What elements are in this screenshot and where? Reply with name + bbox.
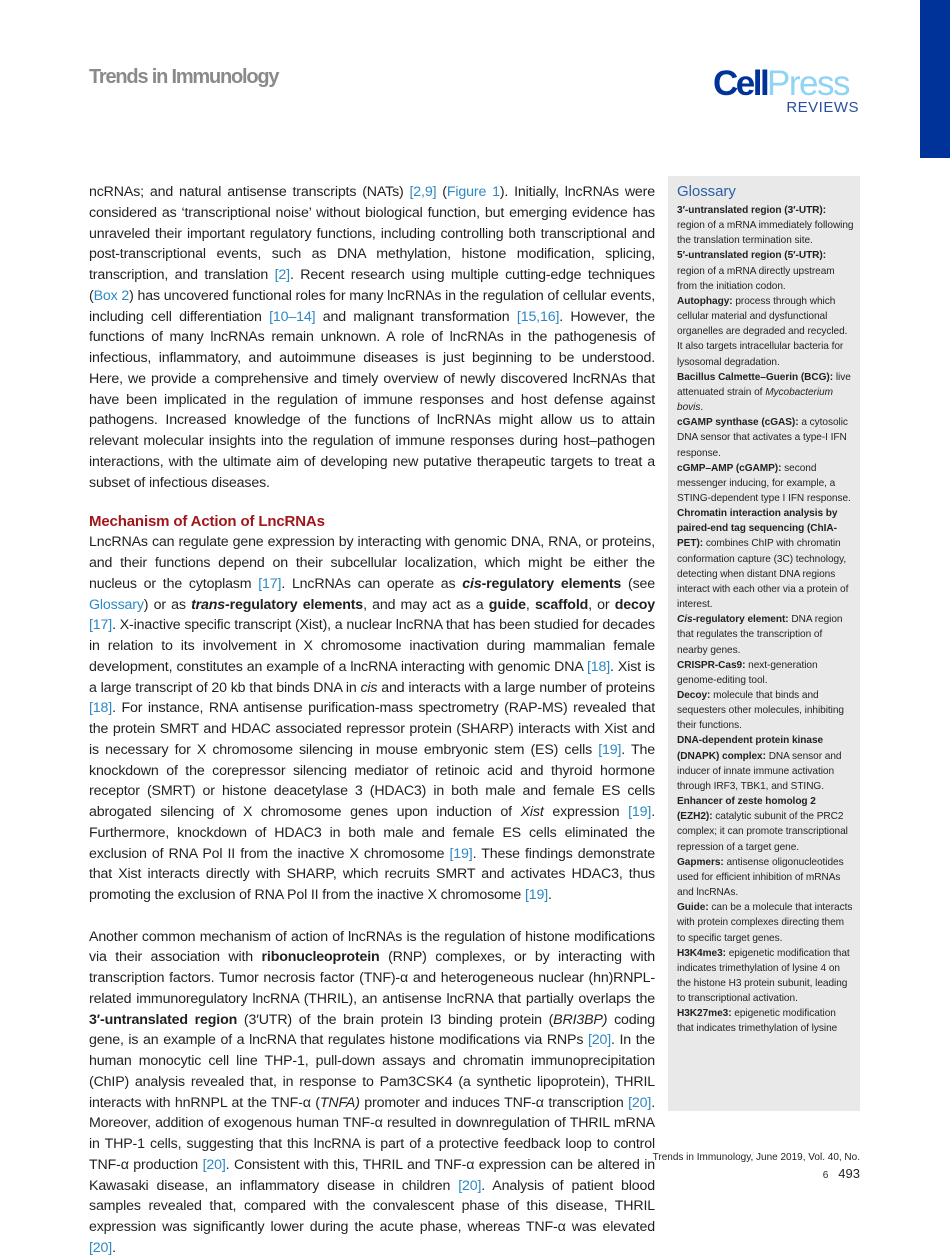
logo-press-text: Press <box>767 64 849 103</box>
citation-link[interactable]: [20] <box>587 1032 612 1049</box>
glossary-definition: live attenuated strain of <box>677 371 851 398</box>
glossary-term: scaffold <box>534 596 589 613</box>
glossary-definition: epigenetic modification that indicates trimethylation of lysine <box>677 1008 838 1035</box>
paragraph-mechanism <box>89 532 655 906</box>
glossary-entry <box>677 794 854 855</box>
glossary-definition: a cytosolic DNA sensor that activates a type-I IFN response. <box>677 417 848 459</box>
italic-text: Xist <box>520 804 544 820</box>
text: . Furthermore, knockdown of HDAC3 in both male and female ES cells eliminated the exclusion of RNA Pol II from the inactive X chromosome <box>89 804 655 862</box>
paragraph-intro <box>89 182 655 493</box>
journal-title: Trends in Immunology <box>89 66 279 88</box>
logo-reviews-text: REVIEWS <box>786 99 859 116</box>
page-footer <box>620 1150 860 1184</box>
glossary-entry <box>677 946 854 1007</box>
glossary-entry <box>677 733 854 794</box>
citation-link[interactable]: [15,16] <box>516 308 560 325</box>
glossary-entry <box>677 688 854 733</box>
text: , and may act as a <box>363 596 489 613</box>
glossary-term: ribonucleoprotein <box>261 949 380 966</box>
glossary-definition: next-generation genome-editing tool. <box>677 659 818 686</box>
glossary-entry <box>677 900 854 945</box>
citation-link[interactable]: [20] <box>628 1094 652 1111</box>
glossary-term-italic: trans <box>191 596 226 613</box>
text: , <box>525 596 535 613</box>
glossary-entry <box>677 855 854 900</box>
citation-link[interactable]: [19] <box>598 741 622 758</box>
text: , or <box>588 596 615 613</box>
italic-text: TNFA) <box>319 1094 360 1111</box>
glossary-term: 3′-untranslated region (3′-UTR): <box>677 205 827 216</box>
text: ) or as <box>143 596 192 613</box>
glossary-definition: second messenger inducing, for example, a STING-dependent type I IFN response. <box>677 462 851 504</box>
text: . In the human monocytic cell line THP-1, pull-down assays and chromatin immunoprecipitation (ChIP) analysis revealed that, in response to Pam3CSK4 (a synthetic lipoprotein), THRIL interacts with hnRNPL at the TNF-α ( <box>89 1032 655 1111</box>
footer-citation: Trends in Immunology, June 2019, Vol. 40, No. 6 <box>652 1152 860 1181</box>
glossary-term: Guide: <box>677 902 709 914</box>
glossary-term: Autophagy: <box>677 295 733 307</box>
glossary-term: DNA-dependent protein kinase (DNAPK) complex: <box>677 735 824 762</box>
text: and interacts with a large number of proteins <box>377 679 655 696</box>
text: LncRNAs can regulate gene expression by interacting with genomic DNA, RNA, or proteins, and their functions depend on their subcellular localization, which might be either the nucleus or the cytoplasm <box>89 534 655 592</box>
figure-link[interactable]: Figure 1 <box>446 184 500 200</box>
citation-link[interactable]: [18] <box>586 658 611 675</box>
text: (see <box>621 575 655 592</box>
citation-link[interactable]: [2] <box>274 267 290 283</box>
text: . Recent research using multiple cutting-edge techniques ( <box>89 267 655 304</box>
text: ncRNAs; and natural antisense transcripts (NATs) <box>89 184 410 200</box>
glossary-entry <box>677 461 854 506</box>
text: . For instance, RNA antisense purification-mass spectrometry (RAP-MS) revealed that the protein SMRT and HDAC associated repressor protein (SHARP) interacts with Xist and is necessary for X chromosome silencing in mouse embryonic stem (ES) cells <box>89 700 655 758</box>
glossary-definition: antisense oligonucleotides used for efficient inhibition of mRNAs and lncRNAs. <box>677 856 844 899</box>
glossary-definition: region of a mRNA directly upstream from the initiation codon. <box>677 265 835 292</box>
glossary-term: 5′-untranslated region (5′-UTR): <box>677 250 827 262</box>
text: . The knockdown of the corepressor silencing mediator of retinoic acid and thyroid hormone receptor (SMRT) or histone deacetylase 3 (HDAC3) in both male and female ES cells abrogated silencing of X chromosome genes upon induction of <box>89 741 655 820</box>
citation-link[interactable]: [20] <box>89 1239 113 1256</box>
glossary-term: Decoy: <box>677 690 711 701</box>
citation-link[interactable]: [2,9] <box>409 184 437 200</box>
box-link[interactable]: Box 2 <box>93 287 130 304</box>
glossary-definition: molecule that binds and sequesters other molecules, inhibiting their functions. <box>677 690 844 732</box>
glossary-term: guide <box>488 596 526 613</box>
main-body-column <box>89 182 655 1259</box>
glossary-definition: . <box>700 402 704 414</box>
text: (RNP) complexes, or by interacting with transcription factors. Tumor necrosis factor (TNF)-α and heterogeneous nuclear (hn)RNPL-related immunoregulatory lncRNA (THRIL), an antisense lncRNA that partially overlaps the <box>89 949 655 1007</box>
glossary-entry <box>677 1006 854 1036</box>
glossary-term: H3K27me3: <box>677 1008 732 1020</box>
text: ). Initially, lncRNAs were considered as ‘transcriptional noise’ without biological function, but emerging evidence has unraveled their important regulatory functions, including controlling both transcriptional and post-transcriptional events, such as DNA methylation, histone modification, splicing, transcription, and translation <box>89 184 655 283</box>
citation-link[interactable]: [10–14] <box>269 308 316 325</box>
glossary-link[interactable]: Glossary <box>89 596 144 613</box>
glossary-term-italic: cis <box>462 575 482 592</box>
text: . LncRNAs can operate as <box>281 575 463 592</box>
paragraph-histone <box>89 927 655 1259</box>
glossary-entry <box>677 370 854 415</box>
glossary-entry <box>677 294 854 370</box>
text: . Consistent with this, THRIL and TNF-α expression can be altered in Kawasaki disease, an inflammatory disease in children <box>89 1156 655 1194</box>
glossary-term: -regulatory elements <box>481 575 622 592</box>
citation-link[interactable]: [18] <box>89 700 113 717</box>
glossary-entry <box>677 415 854 460</box>
text: expression <box>543 804 629 820</box>
glossary-box <box>668 176 860 1111</box>
text: . Moreover, addition of exogenous human TNF-α resulted in downregulation of THRIL mRNA in THP-1 cells, suggesting that this lncRNA is part of a protective feedback loop to control TNF-α production <box>89 1094 655 1173</box>
text: (3′UTR) of the brain protein I3 binding protein ( <box>237 1011 554 1028</box>
page-number: 493 <box>838 1166 860 1181</box>
glossary-term-italic: Cis <box>677 614 693 626</box>
glossary-term: Enhancer of zeste homolog 2 (EZH2): <box>677 796 816 823</box>
glossary-title: Glossary <box>677 183 736 200</box>
glossary-term: decoy <box>614 596 655 613</box>
text: ) has uncovered functional roles for many lncRNAs in the regulation of cellular events, including cell differentiation <box>89 287 655 325</box>
italic-text: BRI3BP) <box>553 1011 608 1028</box>
text: and malignant transformation <box>315 308 517 325</box>
citation-link[interactable]: [19] <box>628 804 652 820</box>
text: . X-inactive specific transcript (Xist), a nuclear lncRNA that has been studied for decades in relation to its involvement in X chromosome inactivation during mammalian female development, constitutes an example of a lncRNA interacting with genomic DNA <box>89 617 655 675</box>
glossary-term: 3′-untranslated region <box>89 1011 238 1028</box>
text: . Xist is a large transcript of 20 kb that binds DNA in <box>89 658 656 696</box>
glossary-term: Gapmers: <box>677 856 724 868</box>
glossary-term: cGAMP synthase (cGAS): <box>677 417 799 429</box>
text: . Analysis of patient blood samples revealed that, compared with the convalescent phase of this disease, THRIL expression was significantly lower during the acute phase, whereas TNF-α was elevated <box>89 1177 655 1235</box>
glossary-definition: epigenetic modification that indicates trimethylation of lysine 4 on the histone H3 protein subunit, leading to transcriptional activation. <box>677 947 850 1005</box>
glossary-term: cGMP–AMP (cGAMP): <box>677 462 782 474</box>
text: promoter and induces TNF-α transcription <box>359 1094 629 1111</box>
glossary-entry <box>677 658 854 688</box>
glossary-entry <box>677 203 854 248</box>
section-heading: Mechanism of Action of LncRNAs <box>89 513 325 531</box>
text: . <box>112 1239 116 1256</box>
text: Another common mechanism of action of lncRNAs is the regulation of histone modifications via their association with <box>89 928 655 966</box>
glossary-entry <box>677 612 854 657</box>
glossary-entry <box>677 248 854 293</box>
glossary-definition-italic: Mycobacterium bovis <box>677 386 833 414</box>
glossary-definition: catalytic subunit of the PRC2 complex; it can promote transcriptional repression of a target gene. <box>677 811 848 853</box>
text: . <box>548 887 552 903</box>
italic-text: cis <box>360 679 378 696</box>
citation-link[interactable]: [17] <box>258 575 282 592</box>
glossary-definition: combines ChIP with chromatin conformation capture (3C) technology, detecting when distant DNA regions interact with each other via a protein of interest. <box>677 538 849 611</box>
glossary-term: -regulatory element: <box>692 614 789 626</box>
text: . However, the functions of many lncRNAs remain unknown. A role of lncRNAs in the pathogenesis of infectious, inflammatory, and autoimmune diseases is just beginning to be understood. Here, we provide a comprehensive and timely overview of newly discovered lncRNAs that have been implicated in the regulation of immune responses and host defense against pathogens. Increased knowledge of the functions of lncRNAs might allow us to attain relevant molecular insights into the regulation of immune responses during host–pathogen interactions, with the ultimate aim of developing new putative therapeutic targets to treat a subset of infectious diseases. <box>89 308 656 491</box>
citation-link[interactable]: [20] <box>458 1177 482 1194</box>
text: coding gene, is an example of a lncRNA that regulates histone modifications via RNPs <box>89 1011 655 1049</box>
section-tab-marker <box>920 0 950 158</box>
glossary-entry <box>677 506 854 612</box>
text: ( <box>436 184 447 200</box>
cellpress-logo[interactable] <box>713 64 861 118</box>
glossary-term: Chromatin interaction analysis by paired-end tag sequencing (ChIA-PET): <box>677 508 838 550</box>
glossary-term: Bacillus Calmette–Guerin (BCG): <box>677 371 834 383</box>
logo-cell-text: Cell <box>713 64 768 103</box>
citation-link[interactable]: [19] <box>524 887 549 903</box>
text: . These findings demonstrate that Xist interacts directly with SHARP, which recruits SMRT and activates HDAC3, thus promoting the exclusion of RNA Pol II from the inactive X chromosome <box>89 845 655 903</box>
citation-link[interactable]: [17] <box>89 617 113 634</box>
citation-link[interactable]: [20] <box>202 1156 226 1173</box>
glossary-definition: DNA sensor and inducer of innate immune activation through IRF3, TBK1, and STING. <box>677 750 842 792</box>
glossary-definition: can be a molecule that interacts with protein complexes directing them to specific target genes. <box>677 902 853 944</box>
glossary-definition: region of a mRNA immediately following the translation termination site. <box>677 220 854 247</box>
glossary-definition: process through which cellular material and dysfunctional organelles are degraded and recycled. It also targets intracellular bacteria for lysosomal degradation. <box>677 295 848 368</box>
glossary-definition: DNA region that regulates the transcription of nearby genes. <box>677 614 843 656</box>
glossary-term: -regulatory elements <box>225 596 364 613</box>
glossary-term: CRISPR-Cas9: <box>677 659 746 671</box>
glossary-term: H3K4me3: <box>677 947 726 959</box>
citation-link[interactable]: [19] <box>449 845 473 862</box>
